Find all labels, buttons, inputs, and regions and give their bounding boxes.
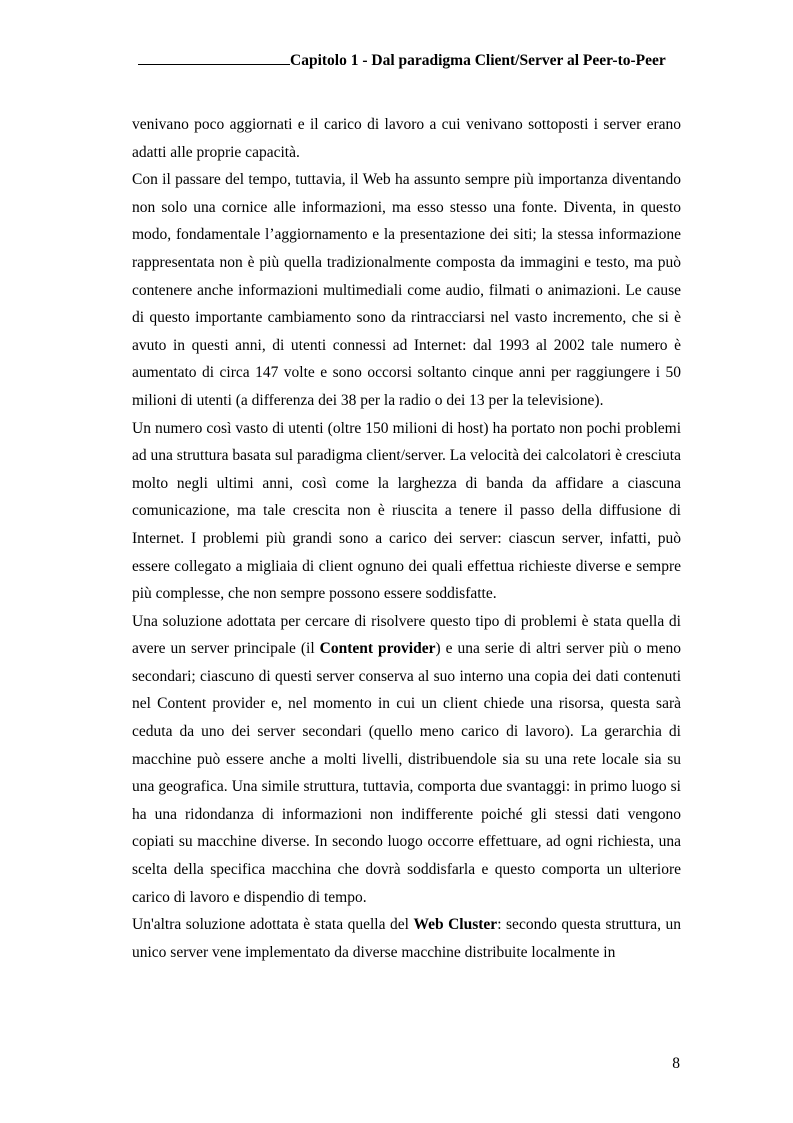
paragraph-5-lead: Un'altra soluzione adottata è stata quella del [132, 916, 414, 934]
paragraph-4-lead: Una soluzione adottata per cercare di risolvere questo tipo di problemi è stata quella di avere un server principale (il [132, 612, 681, 658]
paragraph-2: Con il passare del tempo, tuttavia, il Web ha assunto sempre più importanza diventando non solo una cornice alle informazioni, ma esso stesso una fonte. Diventa, in questo modo, fondamentale l’aggiornamento e la presentazione dei siti; la stessa informazione rappresentata non è più quella tradizionalmente composta da immagini e testo, ma può contenere anche informazioni multimediali come audio, filmati o animazioni. Le cause di questo importante cambiamento sono da rintracciarsi nel vasto incremento, che si è avuto in questi anni, di utenti connessi ad Internet: dal 1993 al 2002 tale numero è aumentato di circa 147 volte e sono occorsi soltanto cinque anni per raggiungere i 50 milioni di utenti (a differenza dei 38 per la radio o dei 13 per la televisione). [132, 171, 681, 409]
term-web-cluster: Web Cluster [413, 916, 498, 934]
header-rule [138, 64, 290, 65]
paragraph-5 [132, 911, 681, 966]
running-header [138, 46, 682, 70]
paragraph-1: venivano poco aggiornati e il carico di lavoro a cui venivano sottoposti i server erano adatti alle proprie capacità. [132, 116, 681, 161]
paragraph-3: Un numero così vasto di utenti (oltre 150 milioni di host) ha portato non pochi problemi ad una struttura basata sul paradigma client/server. La velocità dei calcolatori è cresciuta molto negli ultimi anni, così come la larghezza di banda da affidare a ciascuna comunicazione, ma tale crescita non è riuscita a tenere il passo della diffusione di Internet. I problemi più grandi sono a carico dei server: ciascun server, infatti, può essere collegato a migliaia di client ognuno dei quali effettua richieste diverse e sempre più complesse, che non sempre possono essere soddisfatte. [132, 419, 681, 603]
chapter-title: Capitolo 1 - Dal paradigma Client/Server al Peer-to-Peer [290, 52, 666, 69]
body-text [132, 111, 681, 966]
paragraph-4 [132, 608, 681, 912]
term-content-provider: Content provider [319, 640, 436, 658]
page-number: 8 [672, 1055, 680, 1072]
paragraph-5-rest: : secondo questa struttura, un unico server vene implementato da diverse macchine distribuite localmente in [132, 916, 682, 961]
paragraph-4-rest: ) e una serie di altri server più o meno secondari; ciascuno di questi server conserva al suo interno una copia dei dati contenuti nel Content provider e, nel momento in cui un client chiede una risorsa, questa sarà ceduta da uno dei server secondari (quello meno carico di lavoro). La gerarchia di macchine può essere anche a molti livelli, distribuendole sia su una rete locale sia su una geografica. Una simile struttura, tuttavia, comporta due svantaggi: in primo luogo si ha una ridondanza di informazioni non indifferente poiché gli stessi dati vengono copiati su macchine diverse. In secondo luogo occorre effettuare, ad ogni richiesta, una scelta della specifica macchina che dovrà soddisfarla e questo comporta un ulteriore carico di lavoro e dispendio di tempo. [132, 640, 681, 906]
